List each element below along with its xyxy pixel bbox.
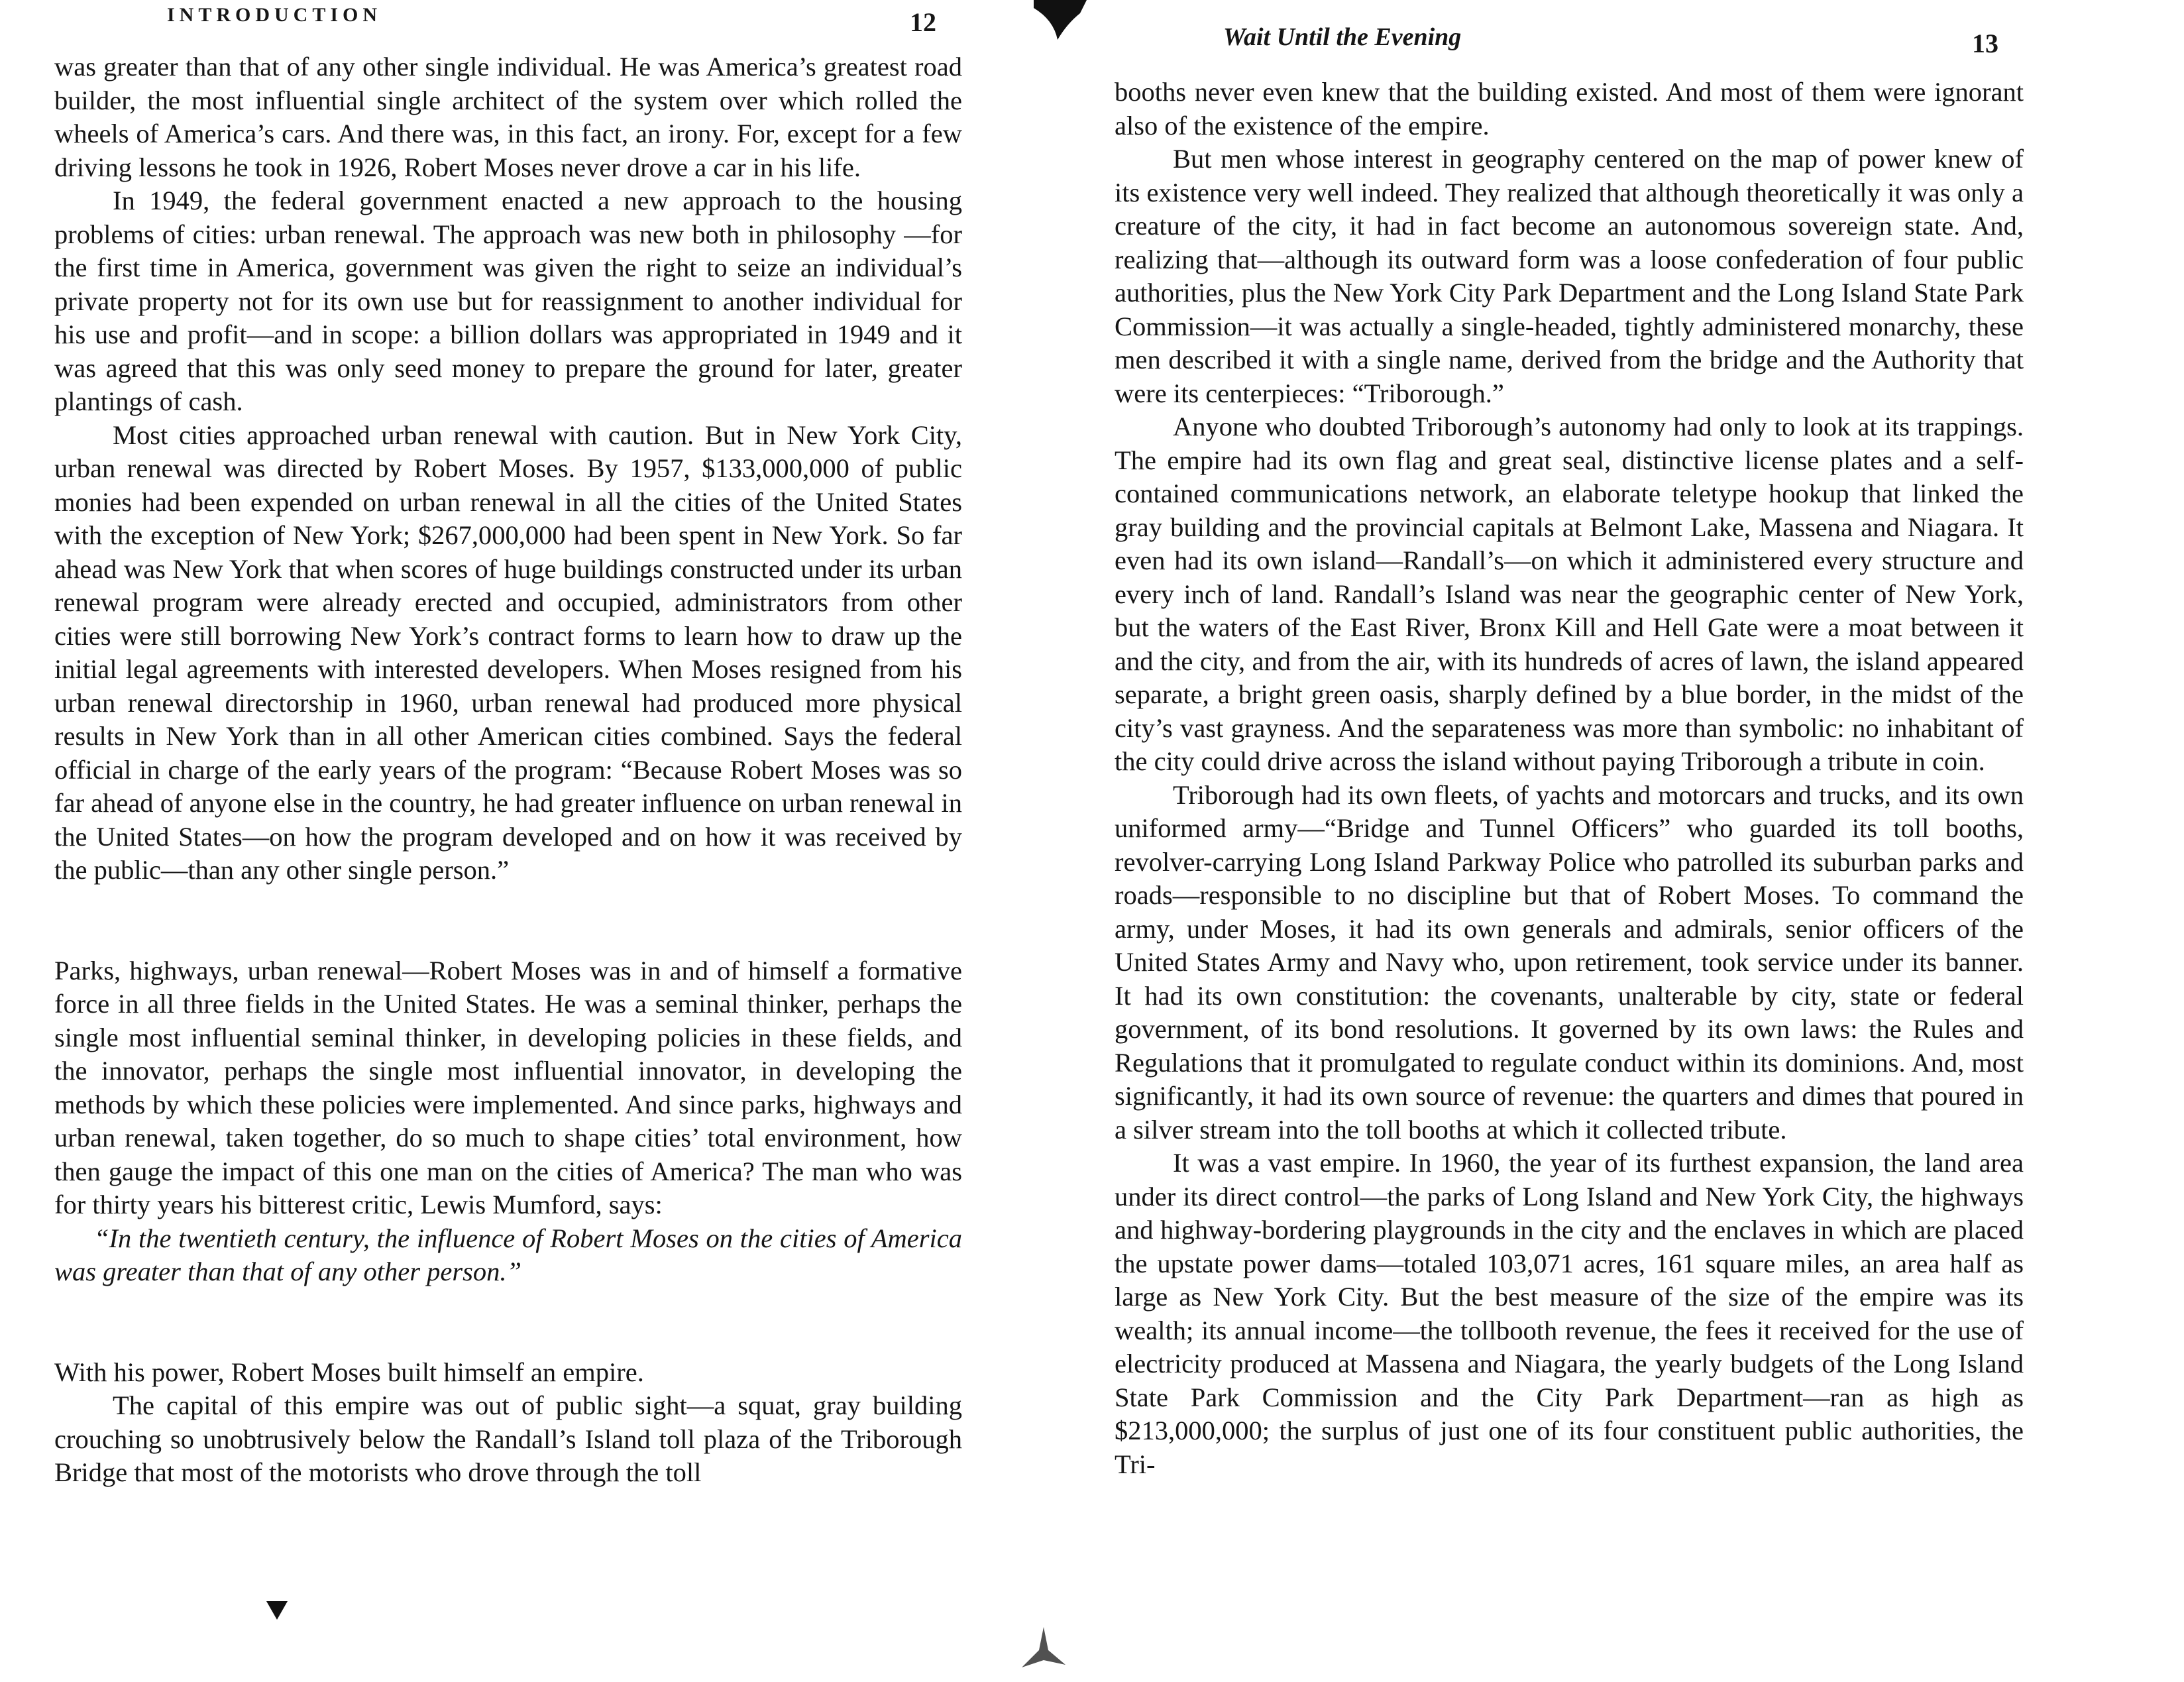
right-page (1060, 0, 2184, 1682)
paragraph: Most cities approached urban renewal with caution. But in New York City, urban renewal was directed by Robert Moses. By 1957, $133,000,000 of public monies had been expended on urban renewal in all the cities of the United States with the exception of New York; $267,000,000 had been spent in New York. So far ahead was New York that when scores of huge buildings constructed under its urban renewal program were already erected and occupied, administrators from other cities were still borrowing New York’s contract forms to learn how to draw up the initial legal agreements with interested developers. When Moses resigned from his urban renewal directorship in 1960, urban renewal had produced more physical results in New York than in all other American cities combined. Says the federal official in charge of the early years of the program: “Because Robert Moses was so far ahead of anyone else in the country, he had greater influence on urban renewal in the United States—on how the program developed and on how it was received by the public—than any other single person.” (54, 420, 962, 885)
right-running-head: Wait Until the Evening (1223, 23, 1462, 51)
paragraph: Parks, highways, urban renewal—Robert Moses was in and of himself a formative force in all three fields in the United States. He was a seminal thinker, perhaps the single most influential seminal thinker, in developing policies in these fields, and the innovator, perhaps the single most influential innovator, in developing the methods by which these policies were implemented. And since parks, highways and urban renewal, taken together, do so much to shape cities’ total environment, how then gauge the impact of this one man on the cities of America? The man who was for thirty years his bitterest critic, Lewis Mumford, says: (54, 955, 962, 1219)
section-break (54, 887, 962, 954)
paragraph: The capital of this empire was out of public sight—a squat, gray building crouching so unobtrusively below the Randall’s Island toll plaza of the Triborough Bridge that most of the motorists who drove through the toll (54, 1390, 962, 1487)
section-break (54, 1289, 962, 1356)
left-page-number: 12 (910, 7, 936, 37)
right-page-number: 13 (1972, 28, 1998, 58)
paragraph: Triborough had its own fleets, of yachts and motorcars and trucks, and its own uniformed army—“Bridge and Tunnel Officers” who guarded its toll booths, revolver-carrying Long Island Parkway Police who patrolled its suburban parks and roads—responsible to no discipline but that of Robert Moses. To command the army, under Moses, it had its own generals and admirals, senior officers of the United States Army and Navy who, upon retirement, took service under its banner. It had its own constitution: the covenants, unalterable by city, state or federal government, of its bond resolutions. It governed by its own laws: the Rules and Regulations that it promulgated to regulate conduct within its dominions. And, most significantly, it had its own source of revenue: the quarters and dimes that poured in a silver stream into the toll booths at which it collected tribute. (1115, 779, 2024, 1145)
paragraph: In 1949, the federal government enacted a new approach to the housing problems of cities: urban renewal. The approach was new both in philosophy —for the first time in America, government was given the right to seize an individual’s private property not for its own use but for reassignment to another individual for his use and profit—and in scope: a billion dollars was appropriated in 1949 and it was agreed that this was only seed money to prepare the ground for later, greater plantings of cash. (54, 186, 962, 416)
left-page-body (54, 50, 962, 1490)
paragraph: was greater than that of any other single individual. He was America’s greatest road builder, the most influential single architect of the system over which rolled the wheels of America’s cars. And there was, in this fact, an irony. For, except for a few driving lessons he took in 1926, Robert Moses never drove a car in his life. (54, 52, 962, 182)
paragraph: booths never even knew that the building existed. And most of them were ignorant also of the existence of the empire. (1115, 77, 2024, 140)
paragraph: Anyone who doubted Triborough’s autonomy had only to look at its trappings. The empire had its own flag and great seal, distinctive license plates and a self-contained communications network, an elaborate teletype hookup that linked the gray building and the provincial capitals at Belmont Lake, Massena and Niagara. It even had its own island—Randall’s—on which it administered every structure and every inch of land. Randall’s Island was near the geographic center of New York, but the waters of the East River, Bronx Kill and Hell Gate were a moat between it and the city, and from the air, with its hundreds of acres of lawn, the island appeared separate, a bright green oasis, sharply defined by a blue border, in the midst of the city’s vast grayness. And the separateness was more than symbolic: no inhabitant of the city could drive across the island without paying Triborough a tribute in coin. (1115, 412, 2024, 776)
paragraph: But men whose interest in geography centered on the map of power knew of its existence very well indeed. They realized that although theoretically it was only a creature of the city, it had in fact become an autonomous sovereign state. And, realizing that—although its outward form was a loose confederation of four public authorities, plus the New York City Park Department and the Long Island State Park Commission—it was actually a single-headed, tightly administered monarchy, these men described it with a single name, derived from the bridge and the Authority that were its centerpieces: “Triborough.” (1115, 144, 2024, 408)
paragraph: It was a vast empire. In 1960, the year of its furthest expansion, the land area under its direct control—the parks of Long Island and New York City, the highways and highway-bordering playgrounds in the city and the enclaves in which are placed the upstate power dams—totaled 103,071 acres, 161 square miles, an area half as large as New York City. But the best measure of the size of the empire was its wealth; its annual income—the tollbooth revenue, the fees it received for the use of electricity produced at Massena and Niagara, the yearly budgets of the Long Island State Park Commission and the City Park Department—ran as high as $213,000,000; the surplus of just one of its four constituent public authorities, the Tri- (1115, 1148, 2024, 1479)
right-page-body (1115, 76, 2024, 1481)
left-running-head: INTRODUCTION (167, 4, 382, 26)
down-arrow-icon (264, 1597, 290, 1624)
left-page (0, 0, 1001, 1682)
paragraph: With his power, Robert Moses built himself an empire. (54, 1357, 644, 1387)
block-quote: “In the twentieth century, the influence of Robert Moses on the cities of America was greater than that of any other person.” (54, 1223, 962, 1286)
